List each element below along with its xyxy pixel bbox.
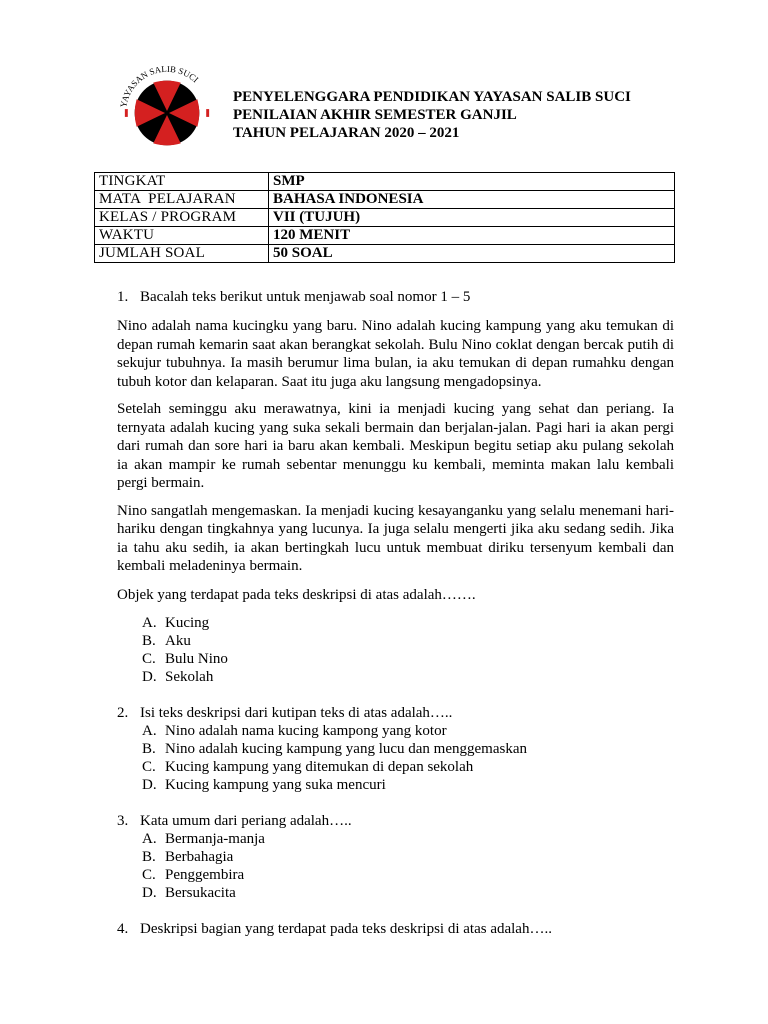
option[interactable] (142, 668, 674, 686)
info-value: SMP (269, 173, 675, 191)
info-row (95, 209, 675, 227)
option-letter: D. (142, 776, 157, 793)
question-3-options (117, 830, 674, 902)
option-letter: C. (142, 650, 156, 667)
reading-paragraph: Nino sangatlah mengemaskan. Ia menjadi kucing kesayanganku yang selalu menemani hari-hariku dengan tingkahnya yang lucunya. Ia juga selalu mengerti jika aku sedang sedih. Jika ia tahu aku sedih, ia akan bertingkah lucu untuk membuat diriku tersenyum kembali dan kembali meladeninya bermain. (117, 502, 674, 574)
question-number: 2. (117, 704, 129, 721)
option-letter: C. (142, 758, 156, 775)
info-label: WAKTU (95, 227, 269, 245)
option[interactable] (142, 650, 674, 668)
option-text: Bulu Nino (165, 650, 228, 667)
option[interactable] (142, 632, 674, 650)
header-school-year: TAHUN PELAJARAN 2020 – 2021 (233, 125, 460, 141)
info-row (95, 191, 675, 209)
info-label: TINGKAT (95, 173, 269, 191)
info-label: MATA PELAJARAN (95, 191, 269, 209)
option-text: Kucing kampung yang ditemukan di depan sekolah (165, 758, 474, 775)
option[interactable] (142, 722, 674, 740)
question-number: 1. (117, 289, 129, 305)
question-1-intro (117, 288, 674, 306)
question-text: Isi teks deskripsi dari kutipan teks di atas adalah….. (140, 704, 453, 721)
exam-header (233, 88, 693, 142)
question-1-options (117, 614, 674, 686)
option-text: Kucing (165, 614, 210, 631)
option-letter: B. (142, 848, 156, 865)
option-letter: C. (142, 866, 156, 883)
info-row (95, 227, 675, 245)
question-text: Bacalah teks berikut untuk menjawab soal nomor 1 – 5 (140, 289, 471, 305)
option[interactable] (142, 776, 674, 794)
header-foundation: PENYELENGGARA PENDIDIKAN YAYASAN SALIB SUCI (233, 89, 631, 105)
option[interactable] (142, 614, 674, 632)
school-logo (118, 64, 216, 162)
question-number: 4. (117, 920, 129, 937)
option-letter: B. (142, 632, 156, 649)
questions (117, 288, 674, 938)
reading-paragraph: Setelah seminggu aku merawatnya, kini ia menjadi kucing yang sehat dan periang. Ia ternyata adalah kucing yang suka sekali bermain dan berjalan-jalan. Pagi hari ia akan pergi dari rumah dan sore hari ia baru akan kembali. Meskipun begitu setiap aku pulang sekolah ia akan mampir ke rumah sebentar menunggu ku kembali, meminta makan lalu kembali pergi bermain. (117, 401, 674, 491)
question-4 (117, 920, 674, 938)
option-text: Berbahagia (165, 848, 234, 865)
info-label: JUMLAH SOAL (95, 245, 269, 263)
logo-ring-text: YAYASAN SALIB SUCI (118, 64, 201, 109)
info-value: 50 SOAL (269, 245, 675, 263)
option-letter: D. (142, 668, 157, 685)
option-letter: B. (142, 740, 156, 757)
option-letter: A. (142, 614, 157, 631)
header-exam-title: PENILAIAN AKHIR SEMESTER GANJIL (233, 107, 517, 123)
option-letter: A. (142, 830, 157, 847)
option-text: Bersukacita (165, 884, 236, 901)
option[interactable] (142, 830, 674, 848)
info-value: BAHASA INDONESIA (269, 191, 675, 209)
info-value: VII (TUJUH) (269, 209, 675, 227)
info-row (95, 245, 675, 263)
salib-suci-emblem (118, 64, 216, 162)
option[interactable] (142, 848, 674, 866)
option-text: Bermanja-manja (165, 830, 265, 847)
option[interactable] (142, 866, 674, 884)
option-letter: A. (142, 722, 157, 739)
option-text: Nino adalah nama kucing kampong yang kotor (165, 722, 447, 739)
info-row (95, 173, 675, 191)
info-label: KELAS / PROGRAM (95, 209, 269, 227)
option-letter: D. (142, 884, 157, 901)
question-3 (117, 812, 674, 830)
option[interactable] (142, 740, 674, 758)
exam-info-table (94, 172, 675, 263)
question-2 (117, 704, 674, 722)
reading-paragraph: Nino adalah nama kucingku yang baru. Nino adalah kucing kampung yang aku temukan di depan rumah kemarin saat akan berangkat sekolah. Bulu Nino coklat dengan bercak putih di sekujur tubuhnya. Ia masih berumur lima bulan, ia aku temukan di depan rumahku dengan tubuh kotor dan kelaparan. Saat itu juga aku langsung mengadopsinya. (117, 318, 674, 390)
question-2-options (117, 722, 674, 794)
option[interactable] (142, 758, 674, 776)
question-text: Kata umum dari periang adalah….. (140, 812, 352, 829)
option-text: Penggembira (165, 866, 245, 883)
option-text: Sekolah (165, 668, 214, 685)
question-1-prompt: Objek yang terdapat pada teks deskripsi di atas adalah……. (117, 586, 476, 603)
question-text: Deskripsi bagian yang terdapat pada teks deskripsi di atas adalah….. (140, 920, 552, 937)
option[interactable] (142, 884, 674, 902)
info-value: 120 MENIT (269, 227, 675, 245)
option-text: Aku (165, 632, 191, 649)
option-text: Kucing kampung yang suka mencuri (165, 776, 386, 793)
question-number: 3. (117, 812, 129, 829)
option-text: Nino adalah kucing kampung yang lucu dan menggemaskan (165, 740, 527, 757)
